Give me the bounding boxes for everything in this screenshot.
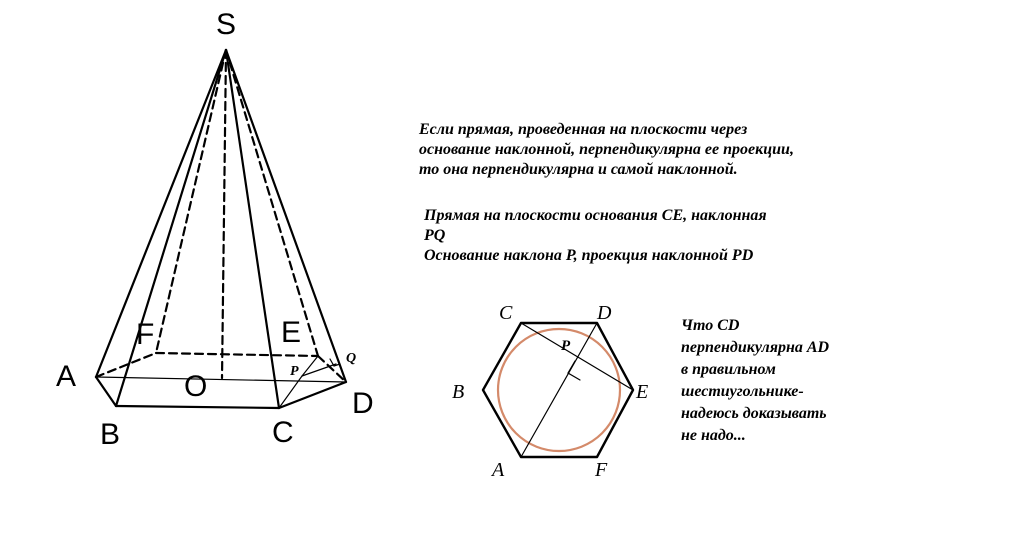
segment-AD-hex [521, 323, 597, 457]
hex-label-P: P [561, 338, 571, 354]
right-angle-mark-p [568, 361, 580, 380]
edge-BC [116, 406, 279, 408]
application-line: Основание наклона P, проекция наклонной PD [424, 247, 754, 264]
label-O: O [184, 370, 208, 403]
edge-SE [226, 50, 318, 356]
hex-label-D: D [597, 302, 612, 324]
hex-label-A: A [492, 459, 505, 481]
label-Q: Q [346, 351, 357, 366]
remark-line: шестиугольнике- [681, 383, 804, 400]
remark-line: в правильном [681, 361, 776, 378]
theorem-line: основание наклонной, перпендикулярна ее проекции, [419, 141, 794, 158]
hex-label-B: B [452, 381, 465, 403]
theorem-note [419, 120, 794, 180]
label-P: P [290, 364, 299, 379]
remark-line: перпендикулярна AD [681, 339, 830, 356]
label-S: S [216, 8, 237, 41]
hex-label-F: F [595, 459, 608, 481]
remark-line: Что CD [681, 317, 740, 334]
remark-line: надеюсь доказывать [681, 405, 827, 422]
hex-label-C: C [499, 302, 513, 324]
theorem-line: Если прямая, проведенная на плоскости через [419, 121, 748, 138]
edge-SO [222, 50, 226, 378]
label-A: A [56, 360, 77, 393]
hexagon [483, 323, 633, 457]
label-B: B [100, 418, 121, 451]
application-line: PQ [424, 227, 446, 244]
hex-label-E: E [636, 381, 649, 403]
remark-note [681, 315, 829, 447]
label-E: E [281, 316, 302, 349]
label-C: C [272, 416, 294, 449]
remark-line: не надо... [681, 427, 746, 444]
label-D: D [352, 387, 374, 420]
theorem-line: то она перпендикулярна и самой наклонной. [419, 161, 738, 178]
application-line: Прямая на плоскости основания CE, наклонная [424, 207, 767, 224]
edge-AB [96, 377, 116, 406]
edge-FE [156, 353, 318, 356]
label-F: F [136, 318, 155, 351]
application-note [424, 206, 767, 266]
